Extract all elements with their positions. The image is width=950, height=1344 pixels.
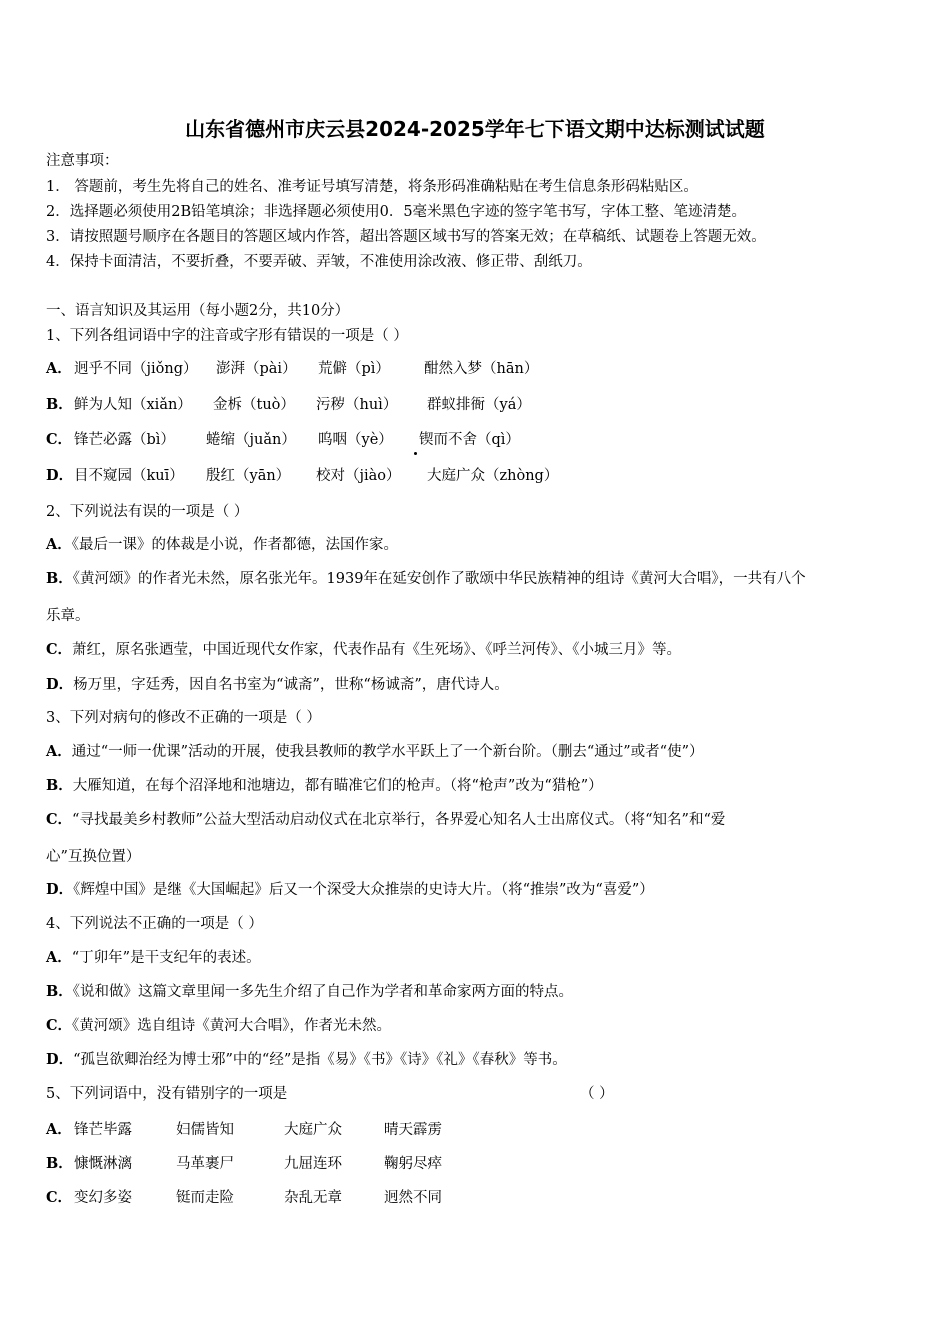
option-C bbox=[46, 810, 725, 830]
option-word: 荒僻（pì） bbox=[318, 361, 390, 377]
section-heading: 一、语言知识及其运用（每小题2分，共10分） bbox=[46, 303, 350, 319]
option-D bbox=[46, 1050, 567, 1070]
option-C bbox=[46, 640, 681, 660]
emphasis-dot bbox=[414, 452, 417, 455]
option-word: 大庭广众 bbox=[284, 1122, 342, 1138]
option-word: 晴天霹雳 bbox=[384, 1122, 442, 1138]
option-label: C． bbox=[46, 641, 73, 658]
option-label: C． bbox=[46, 811, 73, 828]
notice-heading: 注意事项： bbox=[46, 153, 119, 169]
option-word: 迥乎不同（jiǒng） bbox=[74, 361, 198, 377]
option-label: A． bbox=[46, 360, 72, 377]
question-4-stem: 4、下列说法不正确的一项是（ ） bbox=[46, 916, 263, 932]
option-label: B． bbox=[46, 983, 73, 1000]
option-word: 大庭广众（zhòng） bbox=[427, 468, 559, 484]
option-label: B． bbox=[46, 396, 73, 413]
option-word: 群蚁排衙（yá） bbox=[427, 397, 531, 413]
option-label: B． bbox=[46, 777, 73, 794]
option-word: 锲而不舍（qì） bbox=[419, 432, 520, 448]
option-label: D． bbox=[46, 881, 74, 898]
option-label: C． bbox=[46, 1017, 73, 1034]
option-word: 酣然入梦（hān） bbox=[424, 361, 539, 377]
option-B bbox=[46, 982, 573, 1002]
option-A bbox=[46, 535, 398, 555]
question-1-stem: 1、下列各组词语中字的注音或字形有错误的一项是（ ） bbox=[46, 328, 408, 344]
option-text: 大雁知道，在每个沼泽地和池塘边，都有瞄准它们的枪声。（将“枪声”改为“猎枪”） bbox=[72, 778, 603, 794]
option-label: D． bbox=[46, 1051, 74, 1068]
option-word: 迥然不同 bbox=[384, 1190, 442, 1206]
option-word: 呜咽（yè） bbox=[318, 432, 393, 448]
question-5-stem: 5、下列词语中，没有错别字的一项是 bbox=[46, 1086, 288, 1102]
option-text: 杨万里，字廷秀，因自名书室为“诚斋”，世称“杨诚斋”，唐代诗人。 bbox=[73, 677, 509, 693]
option-B bbox=[46, 776, 603, 796]
option-label: D． bbox=[46, 467, 74, 484]
option-word: 殷红（yān） bbox=[206, 468, 291, 484]
option-label: A． bbox=[46, 536, 72, 553]
question-2-stem: 2、下列说法有误的一项是（ ） bbox=[46, 504, 249, 520]
option-label: B． bbox=[46, 570, 73, 587]
option-D bbox=[46, 675, 509, 695]
option-word: 九屈连环 bbox=[284, 1156, 342, 1172]
option-C bbox=[46, 1016, 391, 1036]
option-label: C． bbox=[46, 431, 73, 448]
option-D bbox=[46, 880, 654, 900]
option-word: 慷慨淋漓 bbox=[74, 1156, 132, 1172]
option-word: 目不窥园（kuī） bbox=[74, 468, 184, 484]
option-word: 污秽（huì） bbox=[316, 397, 398, 413]
option-word: 马革裹尸 bbox=[176, 1156, 234, 1172]
option-word: 鞠躬尽瘁 bbox=[384, 1156, 442, 1172]
option-text: 《黄河颂》选自组诗《黄河大合唱》，作者光未然。 bbox=[72, 1018, 392, 1034]
option-word: 杂乱无章 bbox=[284, 1190, 342, 1206]
option-word: 铤而走险 bbox=[176, 1190, 234, 1206]
question-3-stem: 3、下列对病句的修改不正确的一项是（ ） bbox=[46, 710, 321, 726]
notice-item: 2．选择题必须使用2B铅笔填涂；非选择题必须使用0．5毫米黑色字迹的签字笔书写，字体工整、笔迹清楚。 bbox=[46, 204, 747, 220]
option-word: 锋芒毕露 bbox=[74, 1122, 132, 1138]
notice-item: 1． 答题前，考生先将自己的姓名、准考证号填写清楚，将条形码准确粘贴在考生信息条形码粘贴区。 bbox=[46, 179, 698, 195]
option-A bbox=[46, 948, 261, 968]
option-text: 萧红，原名张迺莹，中国近现代女作家，代表作品有《生死场》、《呼兰河传》、《小城三月》等。 bbox=[72, 642, 682, 658]
option-text: “孤岂欲卿治经为博士邪”中的“经”是指《易》《书》《诗》《礼》《春秋》等书。 bbox=[73, 1052, 567, 1068]
option-text: 《最后一课》的体裁是小说，作者都德，法国作家。 bbox=[71, 537, 399, 553]
option-word: 校对（jiào） bbox=[316, 468, 401, 484]
option-label: A． bbox=[46, 1121, 72, 1138]
option-word: 变幻多姿 bbox=[74, 1190, 132, 1206]
option-B-continued: 乐章。 bbox=[46, 608, 90, 624]
option-word: 妇儒皆知 bbox=[176, 1122, 234, 1138]
option-B bbox=[46, 569, 806, 589]
option-label: A． bbox=[46, 949, 72, 966]
option-text: “丁卯年”是干支纪年的表述。 bbox=[71, 950, 261, 966]
notice-item: 3．请按照题号顺序在各题目的答题区域内作答，超出答题区域书写的答案无效；在草稿纸、试题卷上答题无效。 bbox=[46, 229, 766, 245]
option-word: 蜷缩（juǎn） bbox=[206, 432, 296, 448]
option-label: A． bbox=[46, 743, 72, 760]
answer-paren: （ ） bbox=[580, 1086, 614, 1102]
option-word: 澎湃（pài） bbox=[216, 361, 297, 377]
option-word: 金柝（tuò） bbox=[213, 397, 295, 413]
option-word: 鲜为人知（xiǎn） bbox=[74, 397, 192, 413]
option-text: 《辉煌中国》是继《大国崛起》后又一个深受大众推崇的史诗大片。（将“推崇”改为“喜爱”） bbox=[73, 882, 654, 898]
option-label: D． bbox=[46, 676, 74, 693]
option-A bbox=[46, 742, 704, 762]
option-text: 《说和做》这篇文章里闻一多先生介绍了自己作为学者和革命家两方面的特点。 bbox=[72, 984, 574, 1000]
option-label: C． bbox=[46, 1189, 73, 1206]
page-title: 山东省德州市庆云县2024-2025学年七下语文期中达标测试试题 bbox=[185, 117, 765, 141]
option-label: B． bbox=[46, 1155, 73, 1172]
option-word: 锋芒必露（bì） bbox=[74, 432, 175, 448]
option-text: 通过“一师一优课”活动的开展，使我县教师的教学水平跃上了一个新台阶。（删去“通过”或者“使”） bbox=[71, 744, 704, 760]
option-C-continued: 心”互换位置） bbox=[46, 849, 141, 865]
option-text: “寻找最美乡村教师”公益大型活动启动仪式在北京举行，各界爱心知名人士出席仪式。（将“知名”和“爱 bbox=[72, 812, 726, 828]
notice-item: 4．保持卡面清洁，不要折叠，不要弄破、弄皱，不准使用涂改液、修正带、刮纸刀。 bbox=[46, 254, 592, 270]
option-text: 《黄河颂》的作者光未然，原名张光年。1939年在延安创作了歌颂中华民族精神的组诗《黄河大合唱》，一共有八个 bbox=[72, 571, 806, 587]
